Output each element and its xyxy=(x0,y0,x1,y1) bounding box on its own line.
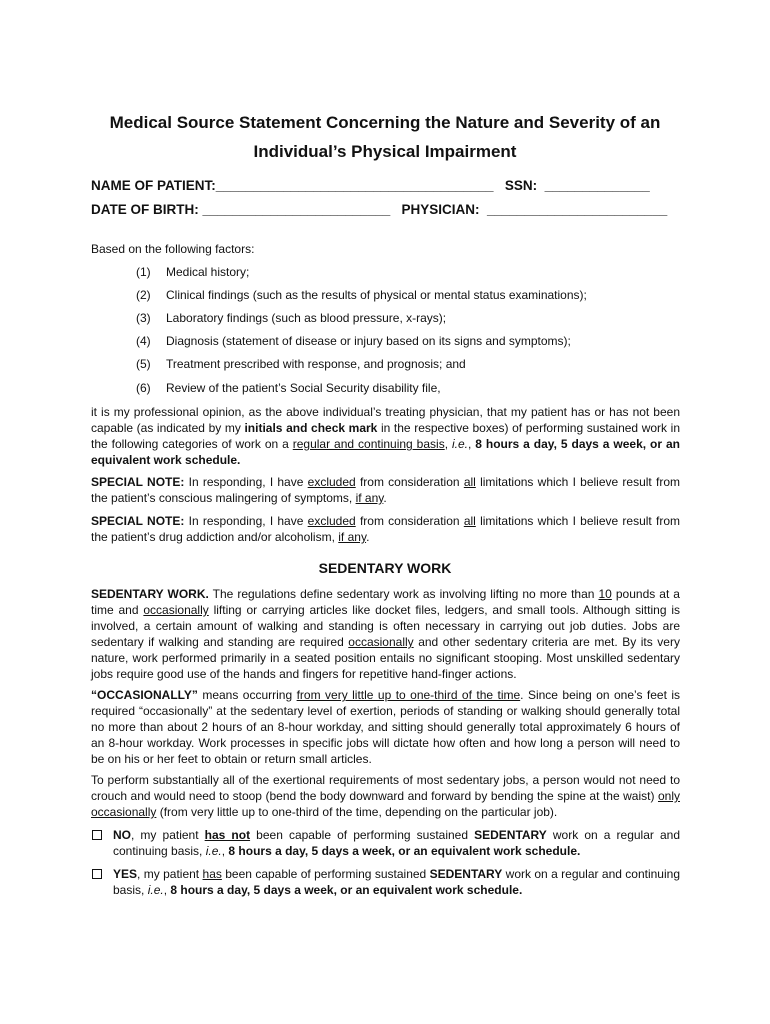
intro-text: Based on the following factors: xyxy=(91,242,255,256)
ie-italic: i.e. xyxy=(205,844,222,858)
work-schedule-emphasis: 8 hours a day, 5 days a week, or an equivalent work schedule. xyxy=(170,883,523,897)
factor-item xyxy=(136,288,587,302)
ssn-field[interactable]: ______________ xyxy=(544,178,650,193)
note-text: from consideration xyxy=(355,475,464,489)
initials-emphasis: initials and check mark xyxy=(244,421,378,435)
definition-text: means occurring xyxy=(197,688,297,702)
factor-number: (2) xyxy=(136,288,151,302)
opinion-text: in the respective boxes) of performing sustained work in the following categories of work on a xyxy=(91,421,680,451)
checkbox-yes[interactable] xyxy=(91,866,680,898)
document-title xyxy=(60,108,710,166)
definition-text: pounds at a time and xyxy=(91,587,680,617)
factor-number: (5) xyxy=(136,357,151,371)
checkbox-text: been capable of performing sustained xyxy=(221,867,430,881)
note-text: limitations which I believe result from the patient’s conscious malingering of symptoms, xyxy=(91,475,680,505)
patient-name-label: NAME OF PATIENT: xyxy=(91,178,216,193)
occasionally-label: “OCCASIONALLY” xyxy=(91,688,198,702)
sedentary-definition xyxy=(91,586,680,682)
occasionally-underline: occasionally xyxy=(348,635,414,649)
note-text: In responding, I have xyxy=(184,475,308,489)
factor-number: (1) xyxy=(136,265,151,279)
yes-label: YES xyxy=(113,867,138,881)
all-underline: all xyxy=(463,514,476,528)
title-line-2: Individual’s Physical Impairment xyxy=(253,142,517,161)
if-any-underline: if any xyxy=(355,491,384,505)
checkbox-text: , xyxy=(163,883,171,897)
note-text: limitations which I believe result from the patient’s drug addiction and/or alcoholism, xyxy=(91,514,680,544)
section-heading: SEDENTARY WORK xyxy=(318,560,452,576)
factor-item xyxy=(136,265,249,279)
physician-field[interactable]: ________________________ xyxy=(487,202,668,217)
checkbox-text: , my patient xyxy=(137,867,203,881)
factor-text: Laboratory findings (such as blood pressure, x-rays); xyxy=(166,311,447,325)
dob-physician-row xyxy=(91,202,679,217)
checkbox-no-box[interactable] xyxy=(92,830,102,840)
stoop-text: (from very little up to one-third of the time, depending on the particular job). xyxy=(156,805,558,819)
sedentary-label: SEDENTARY WORK. xyxy=(91,587,209,601)
stoop-text: To perform substantially all of the exertional requirements of most sedentary jobs, a person would not need to crouch and would need to stoop (bend the body downward and forward by bending the spine at the waist) xyxy=(91,773,680,803)
stooping-paragraph xyxy=(91,772,680,820)
dob-label: DATE OF BIRTH: xyxy=(91,202,199,217)
opinion-paragraph xyxy=(91,404,680,468)
title-line-1: Medical Source Statement Concerning the Nature and Severity of an xyxy=(109,113,661,132)
excluded-underline: excluded xyxy=(307,514,356,528)
sedentary-emphasis: SEDENTARY xyxy=(474,828,547,842)
opinion-text: , xyxy=(444,437,452,451)
time-range-underline: from very little up to one-third of the time xyxy=(296,688,521,702)
factor-item xyxy=(136,381,441,395)
sedentary-emphasis: SEDENTARY xyxy=(429,867,503,881)
work-schedule-emphasis: 8 hours a day, 5 days a week, or an equivalent work schedule. xyxy=(228,844,581,858)
ten-underline: 10 xyxy=(598,587,612,601)
checkbox-text: , xyxy=(221,844,229,858)
occasionally-underline: occasionally xyxy=(143,603,209,617)
note-text: from consideration xyxy=(355,514,464,528)
special-note-label: SPECIAL NOTE: xyxy=(91,475,185,489)
special-note-addiction xyxy=(91,513,680,545)
definition-text: . Since being on one’s feet is required “occasionally” at the sedentary level of exertion, periods of standing or walking should generally total no more than about 2 hours of an 8-hour workday, and sitting should generally total approximately 6 hours of an 8-hour workday. Work processes in specific jobs will dictate how often and how long a person will need to be on his or her feet to obtain or return small articles. xyxy=(91,688,681,766)
factor-text: Medical history; xyxy=(166,265,250,279)
factor-number: (4) xyxy=(136,334,151,348)
occasionally-definition xyxy=(91,687,680,767)
factor-text: Diagnosis (statement of disease or injury based on its signs and symptoms); xyxy=(166,334,571,348)
definition-text: lifting or carrying articles like docket files, ledgers, and small tools. Although sitting is involved, a certain amount of walking and standing is often necessary in carrying out job duties. Jobs are sedentary if walking and standing are required xyxy=(91,603,680,649)
checkbox-no-text xyxy=(113,827,680,859)
factor-text: Review of the patient’s Social Security disability file, xyxy=(166,381,441,395)
definition-text: The regulations define sedentary work as involving lifting no more than xyxy=(208,587,599,601)
opinion-text: , xyxy=(468,437,476,451)
note-text: In responding, I have xyxy=(184,514,308,528)
note-text: . xyxy=(366,530,370,544)
factor-number: (3) xyxy=(136,311,151,325)
factor-text: Treatment prescribed with response, and prognosis; and xyxy=(166,357,466,371)
if-any-underline: if any xyxy=(338,530,367,544)
factor-item xyxy=(136,311,446,325)
factor-item xyxy=(136,334,571,348)
occasionally-underline: occasionally xyxy=(91,805,157,819)
all-underline: all xyxy=(463,475,476,489)
definition-text: and other sedentary criteria are met. By its very nature, work performed primarily in a seated position entails no significant stooping. Most unskilled sedentary jobs require good use of the hands and fingers for repetitive hand-finger actions. xyxy=(91,635,680,681)
patient-name-field[interactable]: _____________________________________ xyxy=(215,178,494,193)
checkbox-text: work on a regular and continuing basis, xyxy=(113,867,680,897)
factor-text: Clinical findings (such as the results of physical or mental status examinations); xyxy=(166,288,587,302)
note-text: . xyxy=(383,491,387,505)
ie-italic: i.e. xyxy=(147,883,164,897)
has-not-emphasis: has not xyxy=(204,828,251,842)
factor-number: (6) xyxy=(136,381,151,395)
physician-label: PHYSICIAN: xyxy=(401,202,480,217)
dob-field[interactable]: _________________________ xyxy=(202,202,391,217)
checkbox-text: been capable of performing sustained xyxy=(250,828,475,842)
ssn-label: SSN: xyxy=(504,178,538,193)
special-note-label: SPECIAL NOTE: xyxy=(91,514,185,528)
checkbox-yes-box[interactable] xyxy=(92,869,102,879)
special-note-malingering xyxy=(91,474,680,506)
checkbox-text: work on a regular and continuing basis, xyxy=(113,828,680,858)
no-label: NO xyxy=(113,828,131,842)
opinion-text: it is my professional opinion, as the above individual’s treating physician, that my patient has or has not been capable (as indicated by my xyxy=(91,405,680,435)
work-schedule-emphasis: 8 hours a day, 5 days a week, or an equivalent work schedule. xyxy=(91,437,681,467)
has-underline: has xyxy=(202,867,222,881)
patient-ssn-row xyxy=(91,178,679,193)
checkbox-yes-text xyxy=(113,866,680,898)
regular-basis-underline: regular and continuing basis xyxy=(292,437,445,451)
checkbox-text: , my patient xyxy=(131,828,205,842)
factor-item xyxy=(136,357,466,371)
only-underline: only xyxy=(657,789,680,803)
ie-italic: i.e. xyxy=(451,437,468,451)
checkbox-no[interactable] xyxy=(91,827,680,859)
excluded-underline: excluded xyxy=(307,475,356,489)
